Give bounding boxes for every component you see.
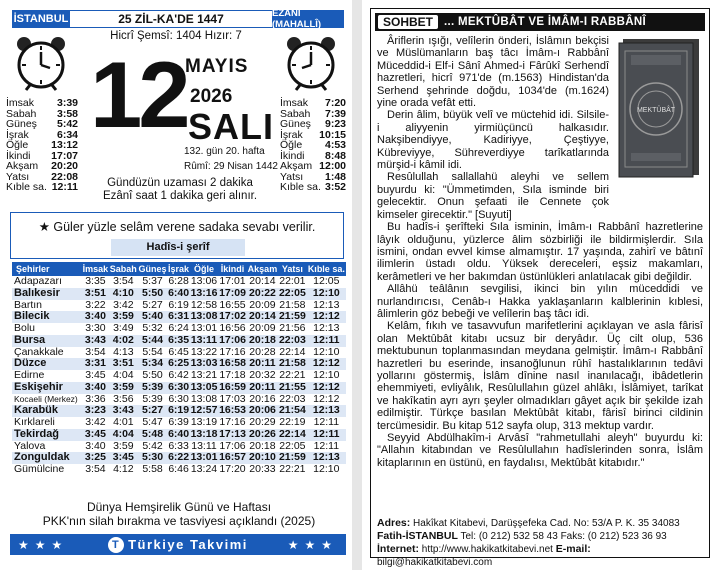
table-header-row [12,262,346,276]
prayer-time-row [280,119,346,130]
stars-decoration: ★★★ [287,537,338,552]
prayer-label: İmsak [6,97,35,109]
time-cell: 5:42 [142,439,163,452]
time-cell: 16:57 [219,451,246,464]
time-cell: 22:01 [279,275,306,287]
prayer-label: Öğle [280,139,303,151]
time-cell: 3:54 [85,463,106,475]
column-header: Öğle [190,262,219,276]
time-cell: 3:43 [82,335,109,347]
column-header: Akşam [247,264,278,274]
table-row [12,429,346,441]
prayer-label: Kıble sa. [280,181,321,193]
time-cell: 20:32 [249,369,276,381]
time-cell: 12:13 [313,322,340,334]
time-cell: 5:40 [138,311,168,323]
day-week-info: 132. gün 20. hafta [184,146,265,157]
year: 2026 [190,86,233,107]
ezani-label: EZÂNÎ (MAHALLÎ) [272,10,344,28]
time-cell: 17:02 [219,310,246,323]
time-cell: 22:14 [279,345,306,358]
time-cell: 13:19 [190,416,218,428]
column-header: İkindi [218,262,247,276]
time-cell: 17:09 [219,286,246,299]
article-header [375,13,705,31]
time-cell: 12:12 [307,358,346,370]
hadith-quote: ★ Güler yüzle selâm verene sadaka sevabı verilir. [38,220,316,234]
hadith-label: Hadîs-i şerîf [111,239,245,256]
table-row [12,323,346,335]
prayer-label: İkindi [280,149,305,162]
time-cell: 20:09 [249,322,276,334]
prayer-label: Kıble sa. [6,181,47,193]
time-cell: 22:14 [278,427,306,440]
prayer-time-row [280,161,346,172]
prayer-label: Sabah [6,107,37,120]
day-length-note: Gündüzün uzaması 2 dakika [107,177,253,189]
column-header: Güneş [138,264,167,274]
svg-text:MEKTÛBÂT: MEKTÛBÂT [636,107,676,114]
email-link[interactable]: bilgi@hakikatkitabevi.com [377,557,493,568]
brand-logo-icon: T [108,537,124,553]
time-cell: 6:40 [168,286,190,299]
time-cell: 17:03 [219,392,246,405]
city-name-cell: Bursa [12,335,82,347]
article-paragraph: Resûlullah sallallahü aleyhi ve sellem buyurdu ki: "Ümmetimden, Sıla isminde biri gelecektir. Onun şefaati ile Cennete çok kimseler girecektir." [Suyuti] [377,171,609,221]
time-cell: 3:59 [113,439,134,452]
article-paragraph: Kelâm, fıkıh ve tasavvufun marifetlerini açıklayan ve asla fârisî olan Mektûbât kitabı ucsuz bir deryâdır. Üç cilt olup, 536 mektubunun toplanmasından meydana gelmiştir. İmâm-ı Rabbânî hazretleri bu eserinde, insanoğlunun rûhî hastalıklarının tedâvi yollarını göstermiş, İslâm dînine nasıl inanılacağı, ibâdetlerin ehemmiyeti, evliyâlık, Resûlullahın güzel ahlâkı, İslâmiyet, tarîkat ve hakîkatin ayrı ayrı şeyler olmadıkları gâyet açık bir şekilde izah edilmiştir. Türkçe basılan Mektûbât kitabı, fârisî birinci cildinin tercümesidir. Bu kitap 512 sayfa olup, 313 mektup vardır. [377,320,703,432]
time-cell: 13:08 [190,310,218,323]
hicri-semsi: Hicrî Şemsî: 1404 Hızır: 7 [110,30,242,42]
time-cell: 3:43 [109,405,138,417]
time-cell: 4:02 [109,335,138,347]
prayer-time-value: 20:20 [51,160,78,172]
time-cell: 6:45 [168,345,189,358]
web-line: İnternet: http://www.hakikatkitabevi.net E-mail: bilgi@hakikatkitabevi.com [377,543,591,568]
time-cell: 6:40 [168,427,190,440]
website-link[interactable]: http://www.hakikatkitabevi.net [421,544,553,555]
time-cell: 6:25 [168,357,190,370]
time-cell: 3:42 [113,298,134,311]
prayer-time-value: 5:42 [56,118,78,130]
time-cell: 12:10 [313,369,340,381]
time-cell: 3:40 [85,439,106,452]
time-cell: 6:30 [168,380,190,393]
time-cell: 5:47 [142,416,163,428]
prayer-time-value: 1:48 [324,170,346,183]
prayer-time-row [6,161,78,172]
time-cell: 6:31 [168,310,190,323]
prayer-time-value: 3:39 [56,97,78,109]
time-cell: 21:54 [278,404,306,417]
time-cell: 21:58 [278,357,306,370]
time-cell: 5:39 [142,392,163,405]
time-cell: 3:23 [82,405,109,417]
time-cell: 3:30 [85,322,106,334]
footer-line-1: Dünya Hemşirelik Günü ve Haftası [86,500,272,514]
time-cell: 6:39 [168,416,189,428]
prayer-time-value: 3:52 [324,181,346,193]
prayer-label: Sabah [280,107,311,120]
time-cell: 22:05 [278,286,306,299]
time-cell: 3:59 [109,382,138,394]
hijri-date: 25 ZİL-KA'DE 1447 [70,10,272,28]
prayer-label: Akşam [280,160,313,172]
city-name-cell: Bilecik [12,311,82,323]
city-name-cell: Bartın [14,298,43,311]
time-cell: 13:03 [190,357,218,370]
time-cell: 5:50 [138,288,168,300]
time-cell: 20:11 [247,358,278,370]
time-cell: 12:11 [313,416,340,428]
city-name-cell: Gümülcine [14,463,65,475]
time-cell: 17:18 [219,369,246,381]
time-cell: 13:21 [190,369,218,381]
calendar-top-bar [12,10,344,28]
time-cell: 20:33 [249,463,276,475]
time-cell: 20:11 [247,382,278,394]
time-cell: 13:22 [190,345,218,358]
prayer-time-value: 8:48 [324,149,346,162]
time-cell: 22:05 [279,439,306,452]
time-cell: 12:11 [307,429,346,441]
time-cell: 3:59 [109,311,138,323]
prayer-time-row [6,119,78,130]
time-cell: 20:18 [249,439,276,452]
time-cell: 13:11 [190,333,218,346]
city-name-cell: Bolu [14,322,36,334]
prayer-label: Yatsı [280,170,304,183]
calendar-page [0,0,352,570]
time-cell: 3:45 [85,369,106,381]
time-cell: 5:48 [138,429,168,441]
time-cell: 17:20 [219,463,246,475]
time-cell: 5:27 [138,405,168,417]
time-cell: 12:12 [307,382,346,394]
prayer-time-value: 17:07 [51,149,78,162]
time-cell: 5:32 [142,322,163,334]
city-name-cell: Kocaeli (Merkez) [14,393,78,404]
time-cell: 12:10 [313,463,340,475]
time-cell: 12:12 [307,311,346,323]
time-cell: 3:54 [113,275,134,287]
prayer-time-row [6,98,78,109]
prayer-time-row [280,182,346,193]
city-name-cell: Kırklareli [14,416,55,428]
time-cell: 12:12 [313,392,340,405]
time-cell: 13:16 [190,286,218,299]
column-header: Sabah [109,264,137,274]
time-cell: 20:29 [249,416,276,428]
time-cell: 17:06 [219,333,246,346]
calendar-footer [12,500,346,528]
time-cell: 4:12 [113,463,134,475]
day-note [85,177,275,203]
time-cell: 13:24 [190,463,218,475]
time-cell: 6:42 [168,369,189,381]
time-cell: 6:19 [168,298,189,311]
time-cell: 22:21 [279,369,306,381]
alarm-clock-icon [282,34,340,92]
time-cell: 5:54 [142,345,163,358]
city-name-cell: Çanakkale [14,345,64,358]
prayer-time-value: 3:58 [56,107,78,120]
brand-bar [10,534,346,555]
time-cell: 16:58 [219,357,246,370]
time-cell: 3:22 [85,298,106,311]
time-cell: 6:19 [168,404,190,417]
address-line: Adres: Hakîkat Kitabevi, Darüşşefeka Cad. No: 53/A P. K. 35 34083 [377,517,680,529]
time-cell: 21:55 [278,380,306,393]
time-cell: 12:13 [313,298,340,311]
table-row [12,464,346,476]
table-row [12,335,346,347]
time-cell: 20:14 [249,275,276,287]
city-name-cell: Balıkesir [12,288,82,300]
prayer-time-value: 7:20 [324,97,346,109]
time-cell: 13:01 [190,451,218,464]
time-cell: 3:45 [82,429,109,441]
article-body [377,35,703,469]
time-cell: 20:28 [249,345,276,358]
time-cell: 13:11 [191,439,217,452]
time-cell: 20:18 [247,335,278,347]
time-cell: 21:59 [278,451,306,464]
publisher-contact [377,517,703,569]
time-cell: 20:10 [247,452,278,464]
time-cell: 6:28 [168,275,189,287]
city-name-cell: Düzce [12,358,82,370]
table-row [12,276,346,288]
alarm-clock-icon [12,34,70,92]
time-cell: 5:58 [142,463,163,475]
prayer-time-value: 4:53 [324,139,346,151]
prayer-time-value: 7:39 [324,107,346,120]
article-paragraph: Seyyid Abdülhakîm-i Arvâsî "rahmetullahi aleyh" buyurdu ki: "Allahın kitabından ve Resûlullahın hadîslerinden sonra, İslâm kitaplarının en üstünü, en faydalısı, Mektûbât kitabıdır." [377,432,703,469]
city-name-cell: Zonguldak [12,452,82,464]
article-page [362,0,720,570]
city-name-cell: Edirne [14,369,45,381]
time-cell: 3:45 [109,452,138,464]
time-cell: 21:58 [279,298,306,311]
ezani-note: Ezânî saat 1 dakika geri alınır. [102,190,258,202]
time-cell: 3:40 [82,382,109,394]
table-row [12,417,346,429]
time-cell: 3:40 [82,311,109,323]
time-cell: 17:06 [219,439,246,452]
time-cell: 22:19 [279,416,306,428]
article-paragraph: Bu hadîs-i şerîfteki Sıla isminin, İmâm-ı Rabbânî hazretlerine lâyık olduğunu, yüzlerce âlim sözbirliği ile bildirmişlerdir. Sıla ismini, ondan evvel kimse almamıştır. 17 yaşında, zahirî ve bâtınî ilimlerin üstadı oldu. Yüksek dereceleri, eşsiz makamları, kerâmetleri ve her bakımdan üstünlükleri anlatılacak gibi değildir. [377,221,703,283]
article-paragraph: Allâhü teâlânın sevgilisi, ikinci bin yılın müceddidi ve nurlandırıcısı, Cenâb-ı Hakka yaklaşanların kalblerinin kıblesi, âlimlerin göz bebeği ve velîlerin baş tâcı idi. [377,283,703,320]
time-cell: 3:51 [82,288,109,300]
prayer-label: Yatsı [6,170,30,183]
rumi-date: Rûmî: 29 Nisan 1442 [184,161,278,172]
article-paragraph: Âriflerin ışığı, velîlerin önderi, İslâmın bekçisi ve Müslümanların baş tâcı İmâm-ı Rabbânî Müceddid-i Elf-i Sânî Ahmed-i Fârûkî Serhendî hazretleri, hicrî 971'de (m.1563) Hindistan'da Serhend şehrinde doğdu, 1034'de (m.1624) yine orada vefât etti. [377,35,609,110]
prayer-times-local [6,98,78,193]
city-name-cell: Tekirdağ [12,429,82,441]
time-cell: 3:31 [82,358,109,370]
table-row [12,288,346,300]
article-title: ... MEKTÛBÂT VE İMÂM-I RABBÂNÎ [444,16,646,28]
time-cell: 12:13 [307,452,346,464]
time-cell: 6:35 [168,333,190,346]
time-cell: 3:25 [82,452,109,464]
time-cell: 21:56 [279,322,306,334]
prayer-time-value: 6:34 [56,128,78,141]
time-cell: 6:22 [168,451,190,464]
time-cell: 16:56 [219,322,246,334]
prayer-time-value: 9:23 [324,118,346,130]
time-cell: 5:39 [138,382,168,394]
time-cell: 3:36 [85,392,106,405]
time-cell: 5:50 [142,369,163,381]
time-cell: 17:16 [219,416,246,428]
day-number: 12 [90,42,187,147]
prayer-label: Akşam [6,160,39,172]
table-row [12,370,346,382]
time-cell: 17:01 [219,275,246,287]
prayer-time-value: 12:00 [319,160,346,172]
time-cell: 22:03 [279,392,306,405]
prayer-time-row [280,98,346,109]
time-cell: 4:04 [113,369,134,381]
time-cell: 12:57 [190,404,218,417]
time-cell: 20:09 [249,298,276,311]
prayer-label: İmsak [280,97,309,109]
prayer-time-value: 12:11 [51,181,78,193]
column-header: İmsak [82,264,109,274]
city-prayer-table [12,262,346,476]
time-cell: 13:05 [190,380,218,393]
time-cell: 12:13 [307,405,346,417]
page-gutter [352,0,362,570]
city-name-cell: Karabük [12,405,82,417]
time-cell: 16:59 [219,380,246,393]
city-name-cell: Eskişehir [12,382,82,394]
time-cell: 12:10 [313,345,340,358]
time-cell: 13:08 [190,392,218,405]
column-header: Yatsı [278,262,307,276]
prayer-time-row [280,140,346,151]
hadith-box [10,212,344,259]
prayer-label: İşrak [6,128,29,141]
month-name: MAYIS [185,56,249,77]
time-cell: 17:13 [219,427,246,440]
prayer-time-row [6,182,78,193]
time-cell: 5:27 [142,298,163,311]
time-cell: 16:55 [219,298,246,311]
time-cell: 20:22 [247,288,278,300]
city-phone-line: Fatih-İSTANBUL Tel: (0 212) 532 58 43 Faks: (0 212) 523 36 93 [377,530,667,542]
brand: T Türkiye Takvimi [108,537,248,553]
time-cell: 12:05 [313,275,340,287]
time-cell: 20:14 [247,311,278,323]
time-cell: 12:11 [307,335,346,347]
time-cell: 5:44 [138,335,168,347]
time-cell: 3:35 [85,275,106,287]
time-cell: 22:21 [279,463,306,475]
time-cell: 4:04 [109,429,138,441]
stars-decoration: ★★★ [18,537,69,552]
time-cell: 16:53 [219,404,246,417]
time-cell: 3:51 [109,358,138,370]
prayer-times-ezani [280,98,346,193]
table-row [12,382,346,394]
time-cell: 13:01 [190,322,218,334]
time-cell: 6:33 [168,439,189,452]
prayer-label: İşrak [280,128,303,141]
time-cell: 5:30 [138,452,168,464]
footer-line-2: PKK'nın silah bırakma ve tasviyesi açıklandı (2025) [42,514,316,528]
column-header: Şehirler [12,262,82,276]
article-paragraph: Derin âlim, büyük velî ve müctehid idi. Silsile-i aliyyenin yirmiüçüncü halkasıdır. Nakşibendiyye, Kadiriyye, Çeştiyye, Kübreviyye, Sühreverdiyye tarîkatlarında mürşid-i kâmil idi. [377,109,609,172]
time-cell: 21:59 [278,310,306,323]
time-cell: 22:03 [278,333,306,346]
prayer-time-value: 10:15 [319,128,346,141]
article-frame [370,8,710,568]
time-cell: 4:13 [113,345,134,358]
time-cell: 5:37 [142,275,163,287]
city-name-cell: Yalova [14,439,46,452]
time-cell: 3:56 [113,392,134,405]
time-cell: 12:58 [190,298,218,311]
time-cell: 12:10 [307,288,346,300]
time-cell: 17:16 [219,345,246,358]
time-cell: 12:11 [313,439,340,452]
time-cell: 20:26 [247,429,278,441]
prayer-time-value: 22:08 [51,170,78,183]
column-header: İşrak [168,264,190,274]
time-cell: 20:16 [249,392,276,405]
section-tag: SOHBET [378,15,438,29]
prayer-label: İkindi [6,149,31,162]
time-cell: 13:06 [190,275,218,287]
city-name-cell: Adapazarı [14,275,62,287]
prayer-label: Güneş [280,118,311,130]
time-cell: 6:30 [168,392,189,405]
time-cell: 4:10 [109,288,138,300]
prayer-label: Öğle [6,139,29,151]
time-cell: 3:42 [85,416,106,428]
prayer-label: Güneş [6,118,37,130]
time-cell: 20:06 [247,405,278,417]
time-cell: 6:46 [168,463,189,475]
prayer-time-row [6,140,78,151]
time-cell: 3:54 [85,345,106,358]
time-cell: 4:01 [113,416,134,428]
time-cell: 13:18 [190,427,218,440]
city-label: İSTANBUL [12,10,70,28]
time-cell: 5:34 [138,358,168,370]
weekday: SALI [188,106,275,147]
time-cell: 3:49 [113,322,134,334]
column-header: Kıble sa. [307,264,345,274]
prayer-time-value: 13:12 [51,139,78,151]
time-cell: 6:24 [168,322,189,334]
